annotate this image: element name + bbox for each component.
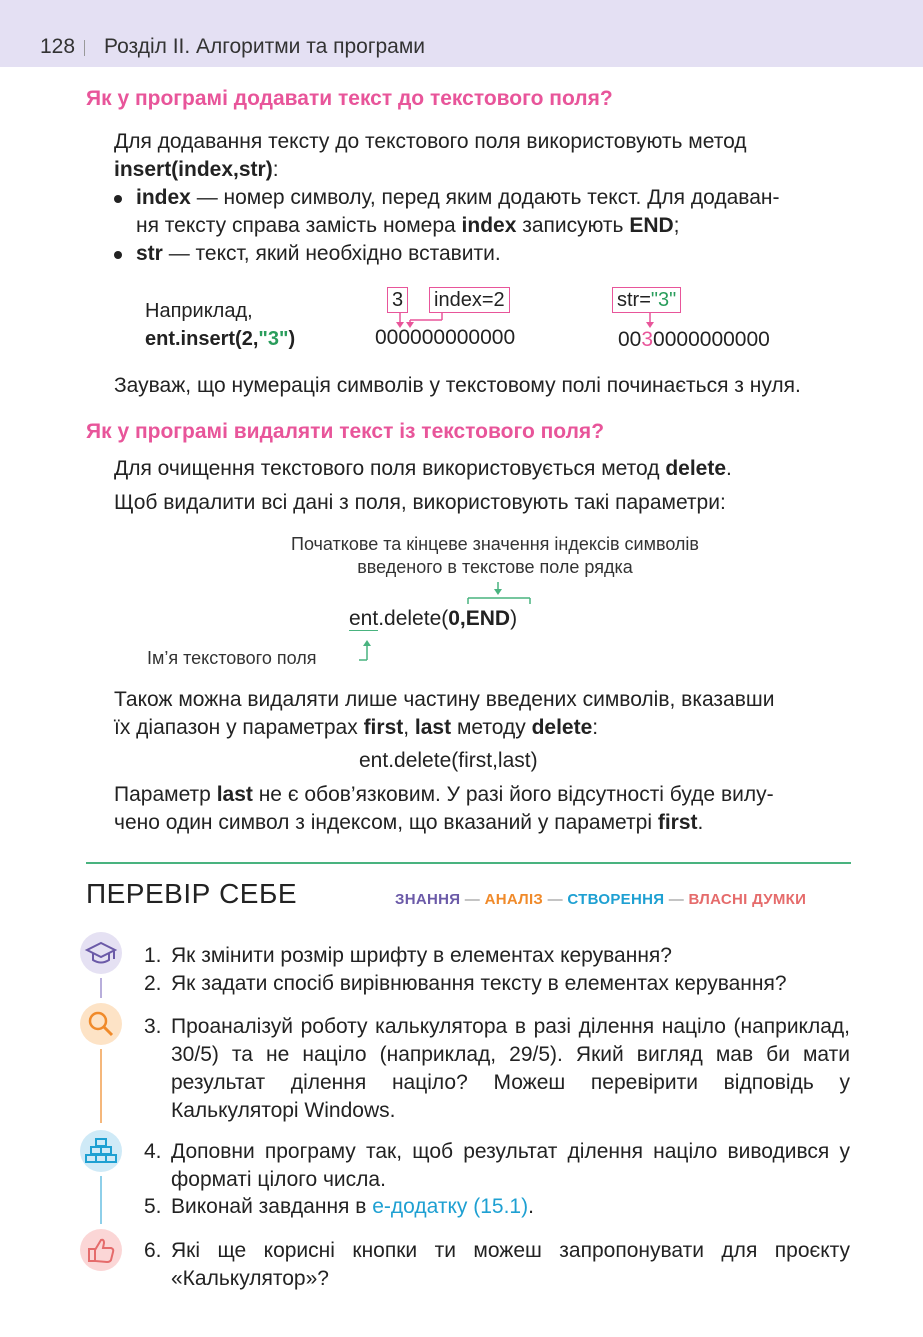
delete-line1: Для очищення текстового поля використовується метод delete. (114, 457, 732, 480)
blocks-icon (80, 1130, 122, 1172)
box-index: index=2 (429, 287, 510, 313)
example-label: Наприклад, (145, 300, 253, 322)
graduation-cap-icon (80, 932, 122, 974)
example-code: ent.insert(2,"3") (145, 328, 296, 350)
connector-line (100, 978, 102, 998)
section-title: Розділ ІІ. Алгоритми та програми (104, 35, 426, 58)
thumbs-up-icon (80, 1229, 122, 1271)
digits-before: 000000000000 (375, 326, 516, 349)
heading-delete-text: Як у програмі видаляти текст із текстового поля? (86, 420, 605, 443)
name-arrow (355, 636, 385, 666)
box-str: str="3" (612, 287, 681, 313)
page-number: 128 (40, 35, 76, 58)
question-5: 5. Виконай завдання в е-додатку (15.1). (144, 1195, 534, 1218)
connector-line (100, 1176, 102, 1224)
question-1: 1. Як змінити розмір шрифту в елементах керування? (144, 944, 672, 967)
bullet-dot (114, 251, 122, 259)
delete-code-2: ent.delete(first,last) (359, 749, 538, 772)
add-intro: Для додавання тексту до текстового поля використовують метод insert(index,str): (114, 130, 747, 181)
bullet-str: str — текст, який необхідно вставити. (114, 240, 852, 268)
question-2: 2. Як задати спосіб вирівнювання тексту в елементах керування? (144, 972, 787, 995)
page-header (0, 0, 923, 67)
magnifier-icon (80, 1003, 122, 1045)
section-divider (86, 862, 851, 864)
header-separator (84, 40, 85, 56)
legend: ЗНАННЯ — АНАЛІЗ — СТВОРЕННЯ — ВЛАСНІ ДУМКИ (395, 891, 807, 908)
check-title: ПЕРЕВІР СЕБЕ (86, 878, 298, 909)
bullet-dot (114, 195, 122, 203)
caption-indices: Початкове та кінцеве значення індексів символів введеного в текстове поле рядка (291, 534, 699, 577)
delete-line2: Щоб видалити всі дані з поля, використовують такі параметри: (114, 491, 726, 514)
question-3: 3. Проаналізуй роботу калькулятора в разі ділення націло (наприклад, 30/5) та не націло (наприклад, 29/5). Який вигляд мав би мати результат ділення націло? Можеш перевірити відповідь у Калькуляторі Windows. (144, 1015, 850, 1122)
caption-field-name: Ім’я текстового поля (147, 648, 317, 668)
box-value: 3 (387, 287, 408, 313)
question-6: 6. Які ще корисні кнопки ти можеш запропонувати для проєкту «Калькулятор»? (144, 1239, 850, 1290)
digits-after: 0030000000000 (618, 328, 770, 351)
note-zero-index: Зауваж, що нумерація символів у текстовому полі починається з нуля. (114, 374, 801, 397)
connector-line (100, 1049, 102, 1123)
delete-code: ent.delete(0,END) (349, 607, 518, 630)
indices-arrow (460, 580, 540, 606)
e-supplement-link[interactable]: е-додатку (15.1) (372, 1195, 529, 1218)
bullet-index: index — номер символу, перед яким додають текст. Для додаван- ня тексту справа замість номера index записують END; (114, 184, 852, 240)
partial-delete: Також можна видаляти лише частину введених символів, вказавши їх діапазон у параметрах first, last методу delete: (114, 688, 775, 739)
heading-add-text: Як у програмі додавати текст до текстового поля? (86, 87, 613, 110)
param-last: Параметр last не є обов’язковим. У разі його відсутності буде вилу- чено один символ з індексом, що вказаний у параметрі first. (114, 783, 774, 834)
question-4: 4. Доповни програму так, щоб результат ділення націло виводився у форматі цілого числа. (144, 1140, 850, 1191)
